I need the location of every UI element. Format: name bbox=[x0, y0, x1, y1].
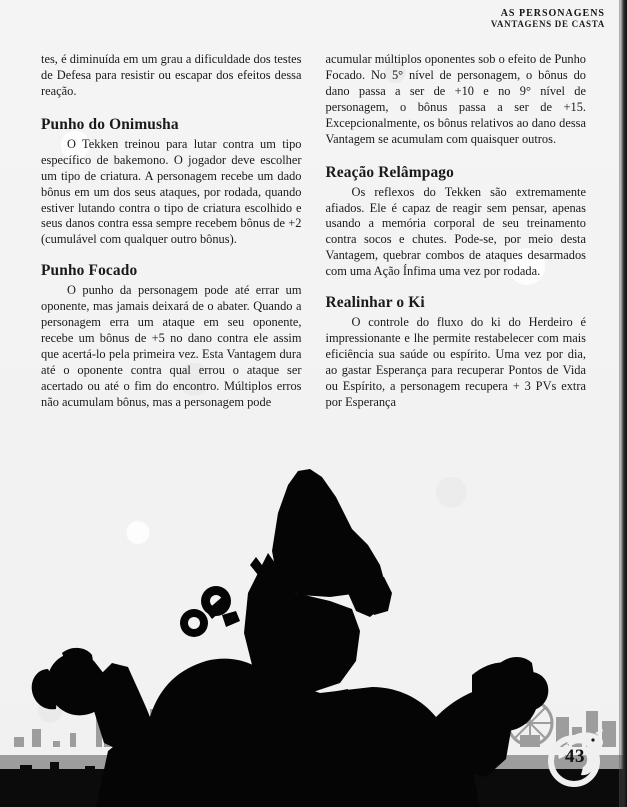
section-body-realinhar-o-ki: O controle do fluxo do ki do Herdeiro é impressionante e lhe permite restabelecer com mais eficiência sua saúde ou espírito. Uma vez por dia, ao gastar Esperança para recuperar Pontos de Vida ou Espírito, a personagem recupera + 3 PVs extra por Esperança bbox=[325, 315, 586, 409]
text-columns bbox=[41, 52, 586, 422]
page-number: 43 bbox=[565, 746, 585, 767]
column-right bbox=[326, 52, 587, 422]
section-heading-reacao-relampago: Reação Relâmpago bbox=[325, 163, 454, 181]
paragraph-continued-right: acumular múltiplos oponentes sob o efeito de Punho Focado. No 5° nível de personagem, o bônus do dano passa a ser de +10 e no 9° nível de personagem, o bônus passa a ser de +15. Excepcionalmente, os bônus relativos ao dano dessa Vantagem se acumulam com quaisquer outros. bbox=[325, 52, 586, 146]
running-head-subtitle: VANTAGENS DE CASTA bbox=[490, 19, 605, 30]
column-left bbox=[41, 52, 302, 422]
page-number-emblem bbox=[543, 725, 609, 791]
running-head bbox=[491, 8, 605, 29]
section-heading-punho-focado: Punho Focado bbox=[41, 262, 138, 280]
fighter-silhouette bbox=[32, 469, 549, 807]
page-edge-shadow bbox=[620, 0, 627, 807]
section-heading-realinhar-o-ki: Realinhar o Ki bbox=[325, 294, 425, 312]
running-head-title: AS PERSONAGENS bbox=[500, 8, 605, 19]
section-body-punho-focado: O punho da personagem pode até errar um oponente, mas jamais deixará de o abater. Quando a personagem erra um ataque em seu oponente, recebe um bônus de +5 no dano contra ele assim que acertá-lo pela primeira vez. Esta Vantagem dura até o oponente contra qual errou o ataque ser acertado ou até o fim do encontro. Múltiplos erros não acumulam bônus, mas a personagem pode bbox=[41, 283, 302, 409]
section-heading-punho-do-onimusha: Punho do Onimusha bbox=[41, 115, 179, 133]
section-body-punho-do-onimusha: O Tekken treinou para lutar contra um tipo específico de bakemono. O jogador deve escolher um tipo de criatura. A personagem recebe um dado bônus em um dos seus ataques, por rodada, quando estiver lutando contra o tipo de criatura escolhido e seus danos contra essa sempre recebem bônus de +2 (cumulável com qualquer outro bônus). bbox=[41, 136, 302, 247]
artwork-illustration bbox=[0, 425, 627, 807]
paragraph-continued-left: tes, é diminuída em um grau a dificuldade dos testes de Defesa para resistir ou escapar dos efeitos dessa reação. bbox=[41, 52, 302, 98]
section-body-reacao-relampago: Os reflexos do Tekken são extremamente afiados. Ele é capaz de reagir sem pensar, apenas usando a memória corporal de seu treinamento contra socos e chutes. Pode-se, por meio desta Vantagem, quebrar combos de ataques desarmados com uma Ação Ínfima uma vez por rodada. bbox=[325, 184, 586, 279]
